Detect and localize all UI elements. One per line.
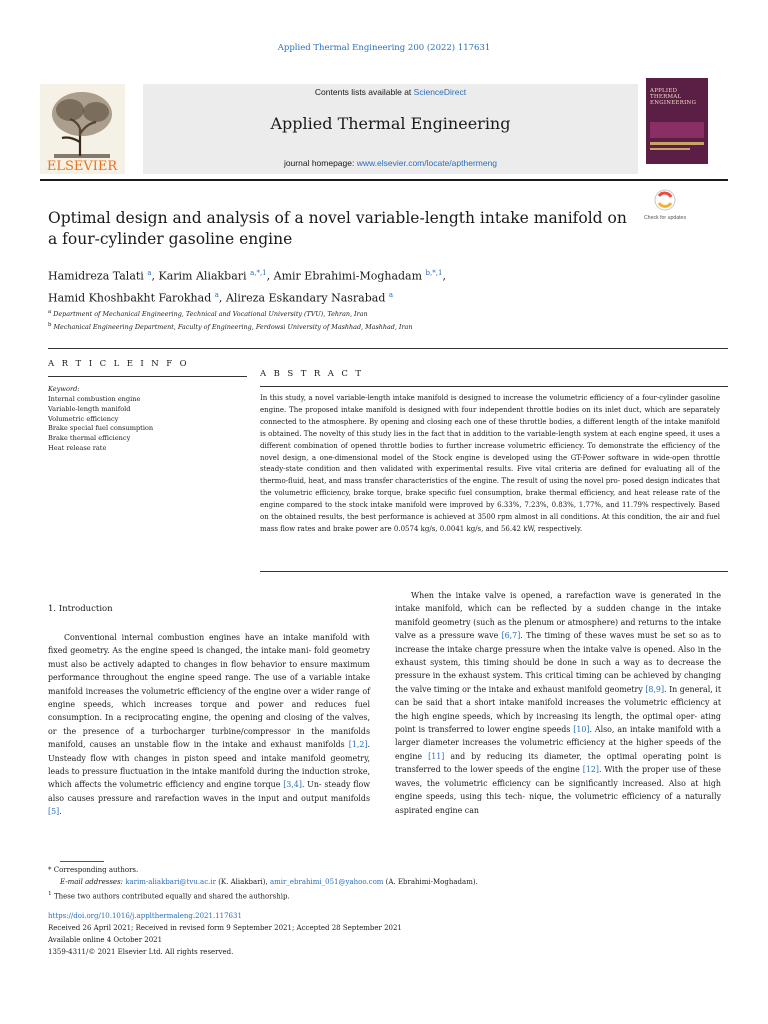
citation-link[interactable]: [5] [48,807,60,817]
author-name[interactable]: Hamidreza Talati [48,269,148,283]
citation-link[interactable]: [6,7] [501,631,521,641]
elsevier-logo [40,84,125,174]
abstract-text: In this study, a novel variable-length intake manifold is designed to increase the volumetric efficiency of a four-cylinder gasoline engine. The proposed intake manifold is designed with four independent throttle bodies on its inlet duct, which are separately connected to the atmosphere. By opening and closing each one of these throttle bodies, a different length of the intake manifold is obtained. The novelty of this study lies in the fact that in addition to the variable-length system at each engine speed, it uses a different combination of opened throttle bodies to further increase volumetric efficiency. To demonstrate the efficiency of the novel design, a one-dimensional model of the Stock engine is developed using the GT-Power software in wide-open throttle steady-state condition and then validated with experimental results. Five vital criteria are defined for evaluating all of the thermo-fluid, heat, and mass transfer characteristics of the engine. The result of using the novel pro- posed design indicates that the volumetric efficiency, brake torque, brake specific fuel consumption, brake thermal efficiency, and heat release rate of the engine compared to the stock intake manifold were improved by 6.33%, 7.23%, 0.83%, 1.77%, and 11.79% respectively. Based on the obtained results, the best performance is achieved at 3500 rpm almost in all conditions. At this condition, the air and fuel mass flow rates and brake power are 0.0574 kg/s, 0.0041 kg/s, and 56.42 kW, respectively. [260,394,720,533]
keywords-list [48,395,153,454]
abstract-rule [260,386,728,387]
text-run: . Unsteady flow with changes in piston speed and intake manifold geometry, leads to pressure fluctuation in the intake manifold during the induction stroke, which affects the volumetric efficiency and engine torque [48,740,370,790]
cover-title: APPLIED THERMAL ENGINEERING [650,88,697,107]
elsevier-wordmark: ELSEVIER [46,159,118,174]
keywords-label: Keyword: [48,385,80,393]
body-column-right [395,589,721,817]
author-separator: , [266,269,274,283]
doi-link[interactable]: https://doi.org/10.1016/j.applthermaleng.2021.117631 [48,912,242,920]
citation-link[interactable]: [1,2] [348,740,368,750]
author-separator: , [442,269,446,283]
badge-label: Check for updates [643,215,687,221]
check-for-updates-badge[interactable] [643,188,687,228]
citation-link[interactable]: [11] [428,751,445,761]
footnote-rule [60,861,104,862]
header-banner [143,84,638,174]
contents-line [143,87,638,97]
author-separator: , [218,291,226,305]
footnote-emails [60,878,478,886]
footnote-text: These two authors contributed equally and shared the authorship. [53,892,290,901]
text-run: . Un- steady flow also causes pressure and rarefaction waves in the input and output manifolds [48,780,370,803]
keyword: Heat release rate [48,443,107,452]
text-run: . With the proper use of these waves, the volumetric efficiency can be significantly increased. Also at high engine speeds, using this tech- nique, the volumetric efficiency of a naturally aspirated engine can [395,765,721,815]
received-dates: Received 26 April 2021; Received in revised form 9 September 2021; Accepted 28 September 2021 [48,924,402,932]
header-rule [40,179,728,181]
keyword: Brake thermal efficiency [48,434,131,443]
text-run: . The timing of these waves must be set so as to increase the intake charge pressure when the intake valve is opened. Also in the exhaust system, this timing should be done in such a way as to decrease the pressure in the exhaust system. This critical timing can be achieved by changing the valve timing or the intake and exhaust manifold geometry [395,631,721,694]
author-affiliation-marker[interactable]: a,*,1 [250,269,267,277]
author-affiliation-marker[interactable]: a [388,290,394,299]
author-name[interactable]: Karim Aliakbari [158,269,251,283]
abstract-end-rule [260,571,728,572]
citation-link[interactable]: [3,4] [283,780,302,790]
text-run: . In general, it can be said that a short intake manifold increases the volumetric efficiency at the high engine speeds, which by increasing its length, the optimal oper- ating point is transferred to lower engine speeds [395,684,721,735]
affiliation-marker: a [48,309,52,315]
text-run: . Also, an intake manifold with a larger diameter increases the volumetric efficiency at the higher speeds of the engine [395,725,721,761]
journal-reference[interactable]: Applied Thermal Engineering 200 (2022) 117631 [277,43,491,53]
author-name[interactable]: Hamid Khoshbakht Farokhad [48,291,215,305]
email-label: E-mail addresses: [60,878,126,886]
journal-title: Applied Thermal Engineering [270,114,511,133]
author-affiliation-marker[interactable]: b,*,1 [425,269,443,277]
copyright: 1359-4311/© 2021 Elsevier Ltd. All rights reserved. [48,948,234,956]
paragraph [395,589,721,817]
author-affiliation-marker[interactable]: a [214,290,219,299]
footnote-marker: 1 [48,891,52,897]
author-separator: , [151,269,159,283]
section-rule [48,348,728,349]
text-run: and by reducing its diameter, the optimal operating point is transferred to the lower speeds of the engine [395,751,722,775]
sciencedirect-link[interactable]: ScienceDirect [413,87,467,97]
paragraph [48,631,370,819]
author-name[interactable]: Amir Ebrahimi-Moghadam [273,269,426,283]
affiliation-text: Mechanical Engineering Department, Faculty of Engineering, Ferdowsi University of Mashhad, Mashhad, Iran [51,323,413,332]
affiliation-marker: b [48,322,52,329]
email-link-ebrahimi[interactable]: amir_ebrahimi_051@yahoo.com [269,878,384,886]
section-heading-introduction: 1. Introduction [48,604,113,614]
citation-link[interactable]: [12] [582,765,599,775]
affiliation [48,320,648,333]
email-owner: (A. Ebrahimi-Moghadam). [383,878,478,886]
journal-cover[interactable] [646,78,708,164]
article-title: Optimal design and analysis of a novel variable-length intake manifold on a four-cylinder gasoline engine [48,209,627,248]
homepage-line [143,158,638,168]
contents-prefix: Contents lists available at [314,87,414,97]
text-run: Conventional internal combustion engines have an intake manifold with fixed geometry. As the engine speed is changed, the intake mani- fold geometry must also be actively adapted to changes in flow behavior to ensure maximum performance throughout the engine speed range. The use of a variable intake manifold increases the volumetric efficiency of the engine over a wider range of engine speeds, which increases torque and power and reduces fuel consumption. In a reciprocating engine, the opening and closing of the valves, or the presence of a turbocharger turbine/compressor in the manifolds manifold, causes an unstable flow in the intake and exhaust manifolds [48,633,370,750]
affiliation-text: Department of Mechanical Engineering, Technical and Vocational University (TVU), Tehran, Iran [51,310,368,319]
text-run: . [59,807,62,817]
keyword: Internal combustion engine [48,395,141,403]
keyword: Volumetric efficiency [48,414,119,423]
email-owner: (K. Aliakbari), [215,878,270,886]
text-run: When the intake valve is opened, a rarefaction wave is generated in the intake manifold, which can be reflected by a sudden change in the intake manifold geometry (such as the plenum or atmosphere) and returns to the intake valve as a pressure wave [395,591,721,641]
abstract-heading: A B S T R A C T [260,369,364,379]
body-column-left [48,631,370,819]
affiliation [48,307,648,320]
affiliations [48,307,648,333]
keyword: Variable-length manifold [48,404,131,413]
citation-link[interactable]: [10] [573,725,590,735]
available-online: Available online 4 October 2021 [48,936,163,944]
author-name[interactable]: Alireza Eskandary Nasrabad [225,291,389,305]
homepage-link[interactable]: www.elsevier.com/locate/apthermeng [356,158,498,168]
citation-link[interactable]: [8,9] [645,684,665,694]
keyword: Brake special fuel consumption [48,424,154,433]
author-list [48,264,648,307]
email-link-aliakbari[interactable]: karim-aliakbari@tvu.ac.ir [125,878,216,886]
footnote-equal-contribution [48,891,290,900]
article-info-rule [48,376,247,377]
article-info-heading: A R T I C L E I N F O [48,359,189,369]
homepage-prefix: journal homepage: [283,158,357,168]
footnote-corresponding: * Corresponding authors. [48,866,139,874]
author-affiliation-marker[interactable]: a [147,269,152,277]
